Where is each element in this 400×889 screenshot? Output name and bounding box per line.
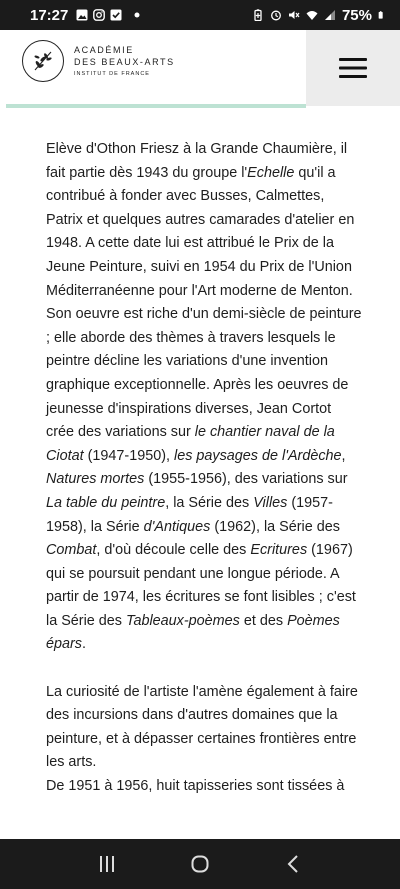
hamburger-menu-icon (339, 57, 367, 79)
header-accent-line (6, 104, 306, 108)
academie-logo[interactable] (22, 40, 64, 82)
article-body (46, 138, 362, 799)
logo-line-beaux-arts: DES BEAUX-ARTS (74, 57, 175, 67)
back-button[interactable] (273, 844, 313, 884)
notification-icons (76, 9, 143, 21)
checkbox-icon (110, 9, 122, 21)
mute-icon (288, 9, 300, 21)
alarm-icon (270, 9, 282, 21)
battery-icon (378, 9, 386, 21)
article-paragraph-4: De 1951 à 1956, huit tapisseries sont tissées à (46, 778, 345, 795)
olive-branch-icon (29, 47, 57, 75)
navigation-bar (0, 839, 400, 889)
logo-line-institut: INSTITUT DE FRANCE (74, 71, 150, 77)
article-paragraph-3: La curiosité de l'artiste l'amène également à faire des incursions dans d'autres domaines que la peinture, et à dépasser certaines frontières entre les arts. (46, 683, 358, 771)
gallery-icon (76, 9, 88, 21)
battery-percent: 75% (341, 6, 372, 24)
menu-button[interactable] (306, 30, 400, 106)
instagram-icon (93, 9, 105, 21)
home-icon (190, 854, 210, 874)
status-time: 17:27 (30, 6, 69, 24)
system-icons (252, 7, 386, 24)
back-icon (285, 854, 301, 874)
logo-line-academie: ACADÉMIE (74, 45, 134, 55)
dot-icon (131, 9, 143, 21)
battery-saver-icon (252, 9, 264, 21)
article-paragraph-2: Son oeuvre est riche d'un demi-siècle de peinture ; elle aborde des thèmes à travers lesquels le peintre décline les variations d'une invention graphique exceptionnelle. Après les oeuvres de jeunesse d'inspirations diverses, Jean Cortot crée des variations sur le chantier naval de la Ciotat (1947-1950), les paysages de l'Ardèche, Natures mortes (1955-1956), des variations sur La table du peintre, la Série des Villes (1957-1958), la Série d'Antiques (1962), la Série des Combat, d'où découle celle des Ecritures (1967) qui se poursuit pendant une longue période. A partir de 1974, les écritures se font lisibles ; c'est la Série des Tableaux-poèmes et des Poèmes épars. (46, 306, 362, 653)
home-button[interactable] (180, 844, 220, 884)
wifi-icon (306, 9, 318, 21)
academie-wordmark[interactable] (74, 44, 175, 80)
recent-apps-button[interactable] (87, 844, 127, 884)
status-bar (0, 0, 400, 30)
paragraph-spacer (46, 657, 362, 681)
signal-icon (324, 9, 336, 21)
site-header (0, 30, 400, 106)
recent-apps-icon (98, 855, 116, 873)
article-paragraph-1: Elève d'Othon Friesz à la Grande Chaumière, il fait partie dès 1943 du groupe l'Echelle qu'il a contribué à fonder avec Busses, Calmettes, Patrix et quelques autres camarades d'atelier en 1948. A cette date lui est attribué le Prix de la Jeune Peinture, suivi en 1954 du Prix de l'Union Méditerranéenne pour l'Art moderne de Menton. (46, 141, 355, 299)
